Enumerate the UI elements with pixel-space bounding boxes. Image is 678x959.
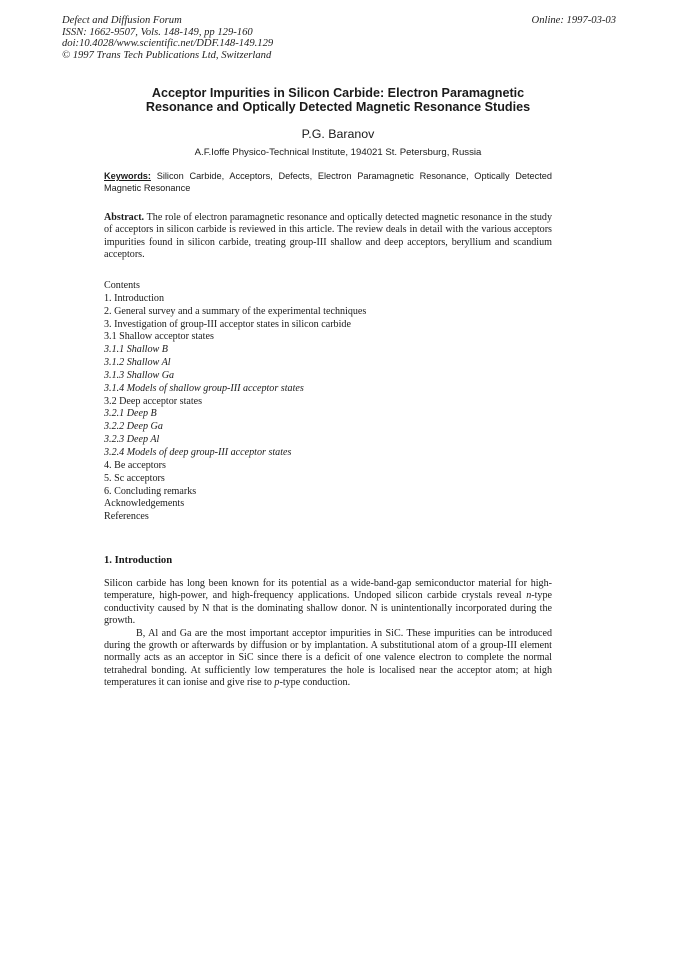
contents-item: 3.1.2 Shallow Al xyxy=(104,357,171,369)
contents-item: 5. Sc acceptors xyxy=(104,472,165,484)
table-of-contents xyxy=(104,280,552,524)
issn-line: ISSN: 1662-9507, Vols. 148-149, pp 129-160 xyxy=(62,26,253,38)
italic-p: p xyxy=(274,677,280,689)
intro-paragraph-2 xyxy=(104,628,552,690)
doi-line: doi:10.4028/www.scientific.net/DDF.148-149.129 xyxy=(62,38,274,50)
contents-item: 3.2.4 Models of deep group-III acceptor states xyxy=(104,446,292,458)
contents-item: 3.2 Deep acceptor states xyxy=(104,395,203,407)
contents-item: References xyxy=(104,511,149,523)
keywords-block xyxy=(104,170,552,194)
contents-item: 3.1.4 Models of shallow group-III acceptor states xyxy=(104,382,304,394)
copyright-line: © 1997 Trans Tech Publications Ltd, Switzerland xyxy=(62,49,272,61)
contents-item: 6. Concluding remarks xyxy=(104,485,197,497)
online-date: Online: 1997-03-03 xyxy=(531,15,616,26)
title-line-2: Resonance and Optically Detected Magnetic Resonance Studies xyxy=(145,100,531,115)
abstract-label: Abstract. xyxy=(104,212,145,223)
contents-item: 3.1 Shallow acceptor states xyxy=(104,331,214,343)
text-run: -type conductivity caused by N that is the dominating shallow donor. N is unintentionally incorporated during the growth. xyxy=(104,590,552,627)
contents-item: 1. Introduction xyxy=(104,292,164,304)
contents-item: 3.2.1 Deep B xyxy=(104,408,157,420)
text-run: Silicon carbide has long been known for its potential as a wide-band-gap semiconductor material for high-temperature, high-power, and high-frequency applications. Undoped silicon carbide crystals reveal xyxy=(104,578,552,602)
author-affiliation: A.F.Ioffe Physico-Technical Institute, 194021 St. Petersburg, Russia xyxy=(194,147,482,158)
journal-header xyxy=(62,15,273,61)
contents-item: 3.2.2 Deep Ga xyxy=(104,421,163,433)
contents-item: 3.2.3 Deep Al xyxy=(104,434,160,446)
journal-name: Defect and Diffusion Forum xyxy=(62,15,182,26)
contents-item: 3.1.3 Shallow Ga xyxy=(104,369,175,381)
section-heading-introduction: 1. Introduction xyxy=(104,555,173,566)
text-run: B, Al and Ga are the most important acceptor impurities in SiC. These impurities can be introduced during the growth or afterwards by diffusion or by implantation. A substitutional atom of a group-III element normally acts as an acceptor in SiC since there is a deficit of one valence electron to complete the normal tetrahedral bonding. At sufficiently low temperatures the hole is localised near the acceptor atom; at high temperatures it can ionise and give rise to xyxy=(104,627,552,689)
contents-heading: Contents xyxy=(104,280,140,291)
contents-item: Acknowledgements xyxy=(104,498,185,510)
keywords-text: Silicon Carbide, Acceptors, Defects, Electron Paramagnetic Resonance, Optically Detected Magnetic Resonance xyxy=(104,171,553,194)
contents-item: 3. Investigation of group-III acceptor states in silicon carbide xyxy=(104,318,351,330)
abstract-text: The role of electron paramagnetic resonance and optically detected magnetic resonance in the study of acceptors in silicon carbide is reviewed in this article. The review deals in detail with the various acceptors impurities found in silicon carbide, treating group-III shallow and deep acceptors, beryllium and scandium acceptors. xyxy=(104,212,552,261)
introduction-body xyxy=(104,578,552,690)
keywords-label: Keywords: xyxy=(104,171,151,181)
italic-n: n xyxy=(526,590,532,602)
intro-paragraph-1 xyxy=(104,578,552,628)
contents-item: 3.1.1 Shallow B xyxy=(104,344,168,356)
abstract-block xyxy=(104,212,552,262)
author-name: P.G. Baranov xyxy=(301,127,375,141)
contents-item: 2. General survey and a summary of the experimental techniques xyxy=(104,305,367,317)
text-run: -type conduction. xyxy=(279,677,351,689)
title-line-1: Acceptor Impurities in Silicon Carbide: Electron Paramagnetic xyxy=(151,86,525,100)
contents-item: 4. Be acceptors xyxy=(104,459,166,471)
paper-title xyxy=(103,86,573,114)
